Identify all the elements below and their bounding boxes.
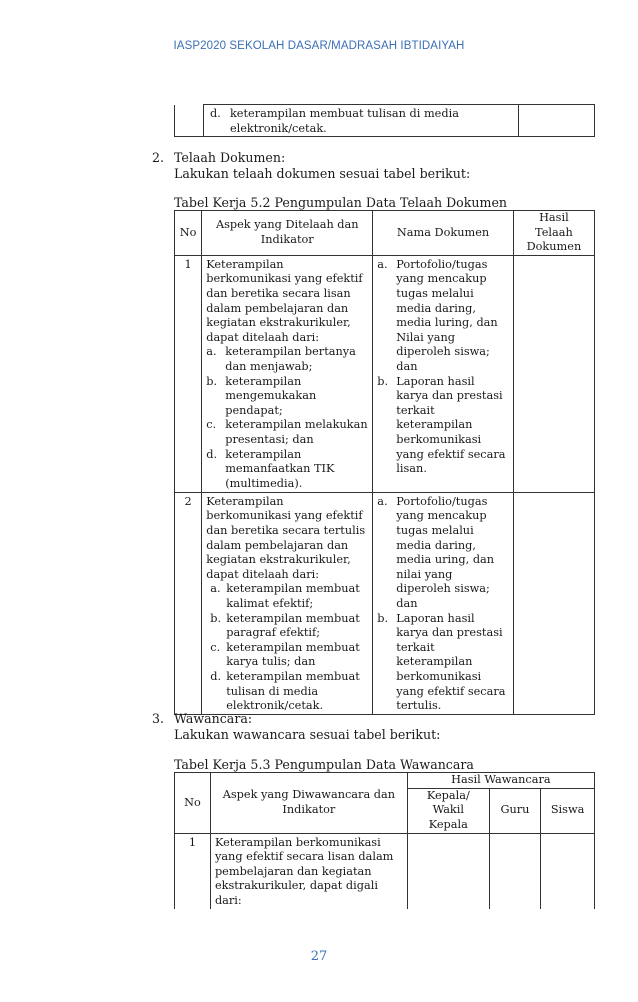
header-result-group: Hasil Wawancara [407,773,594,789]
section-wawancara [152,711,592,751]
row-number: 1 [175,833,211,908]
item-label: b. [377,374,389,388]
table-row [175,105,595,137]
header-kepala: Kepala/ Wakil Kepala [407,788,489,833]
aspect-intro: Keterampilan berkomunikasi yang efektif dan beretika secara lisan dalam pembelajaran dan kegiatan ekstrakurikuler, dapat ditelaah dari: [206,257,363,344]
result-cell [513,492,594,714]
aspect-cell [202,492,373,714]
table-header-row [175,211,595,256]
item-text: keterampilan membuat karya tulis; dan [226,640,360,669]
table-header-row [175,773,595,789]
item-text: Laporan hasil karya dan prestasi terkait keterampilan berkomunikasi yang efektif secara tertulis. [396,611,506,713]
item-label: d. [209,107,221,120]
item-text: keterampilan membuat tulisan di media elektronik/cetak. [229,107,459,135]
list-item [206,345,368,374]
item-label: a. [210,582,221,596]
item-label: d. [210,669,222,683]
header-no: No [175,773,211,834]
item-text: Portofolio/tugas yang mencakup tugas melalui media daring, media luring, dan Nilai yang diperoleh siswa; dan [396,257,498,373]
item-label: c. [206,418,217,432]
section-title: Telaah Dokumen: [174,150,286,165]
row-number: 1 [175,255,202,492]
table-row [175,492,595,714]
list-item [206,582,368,611]
item-text: keterampilan mengemukakan pendapat; [225,374,317,417]
aspect-cell: Keterampilan berkomunikasi yang efektif secara lisan dalam pembelajaran dan kegiatan ekstrakurikuler, dapat digali dari: [210,833,407,908]
aspect-intro: Keterampilan berkomunikasi yang efektif dan beretika secara tertulis dalam pembelajaran dan kegiatan ekstrakurikuler, dapat ditelaah dari: [206,494,366,581]
document-cell [373,492,514,714]
section-title: Wawancara: [174,711,253,726]
table-caption: Tabel Kerja 5.2 Pengumpulan Data Telaah Dokumen [174,195,508,210]
header-guru: Guru [489,788,540,833]
result-cell [513,255,594,492]
header-aspect: Aspek yang Diwawancara dan Indikator [210,773,407,834]
list-item [206,641,368,670]
no-cell [175,105,204,137]
header-siswa: Siswa [541,788,595,833]
item-label: b. [206,374,218,388]
table-row [175,833,595,908]
wawancara-table [174,772,595,909]
item-label: c. [210,640,221,654]
header-document: Nama Dokumen [373,211,514,256]
list-item [206,418,368,447]
item-text: keterampilan melakukan presentasi; dan [225,418,368,446]
item-text: keterampilan membuat paragraf efektif; [226,611,360,640]
list-item [206,375,368,419]
list-item [377,258,509,375]
guru-cell [489,833,540,908]
item-text: keterampilan membuat kalimat efektif; [226,582,360,610]
table-caption: Tabel Kerja 5.3 Pengumpulan Data Wawancara [174,757,474,772]
header-aspect: Aspek yang Ditelaah dan Indikator [202,211,373,256]
section-telaah-dokumen [152,150,592,190]
document-cell [373,255,514,492]
aspect-cell [203,105,518,137]
telaah-dokumen-table [174,210,595,715]
list-item [206,670,368,714]
section-instruction: Lakukan wawancara sesuai tabel berikut: [174,727,441,742]
kepala-cell [407,833,489,908]
item-label: b. [210,611,222,625]
item-text: Portofolio/tugas yang mencakup tugas melalui media daring, media uring, dan nilai yang diperoleh siswa; dan [396,494,495,610]
header-result: Hasil Telaah Dokumen [513,211,594,256]
list-item [377,495,509,612]
list-item [206,612,368,641]
item-text: keterampilan membuat tulisan di media elektronik/cetak. [226,669,360,713]
section-instruction: Lakukan telaah dokumen sesuai tabel berikut: [174,166,471,181]
item-label: b. [377,611,389,625]
aspect-cell [202,255,373,492]
carry-over-table [174,104,595,137]
item-label: a. [206,345,217,359]
item-text: Laporan hasil karya dan prestasi terkait keterampilan berkomunikasi yang efektif secara lisan. [396,374,506,476]
page-number: 27 [310,949,328,964]
result-cell [518,105,594,137]
row-number: 2 [175,492,202,714]
list-item [206,448,368,492]
item-text: keterampilan bertanya dan menjawab; [225,345,356,373]
list-item [377,612,509,714]
list-item [377,375,509,477]
siswa-cell [541,833,595,908]
item-label: a. [377,257,388,271]
running-header: IASP2020 SEKOLAH DASAR/MADRASAH IBTIDAIYAH [173,40,465,52]
section-number: 2. [152,150,165,165]
header-no: No [175,211,202,256]
table-row [175,255,595,492]
section-number: 3. [152,711,165,726]
list-item [210,107,514,136]
item-label: d. [206,447,218,461]
item-text: keterampilan memanfaatkan TIK (multimedia). [225,447,335,490]
item-label: a. [377,494,388,508]
